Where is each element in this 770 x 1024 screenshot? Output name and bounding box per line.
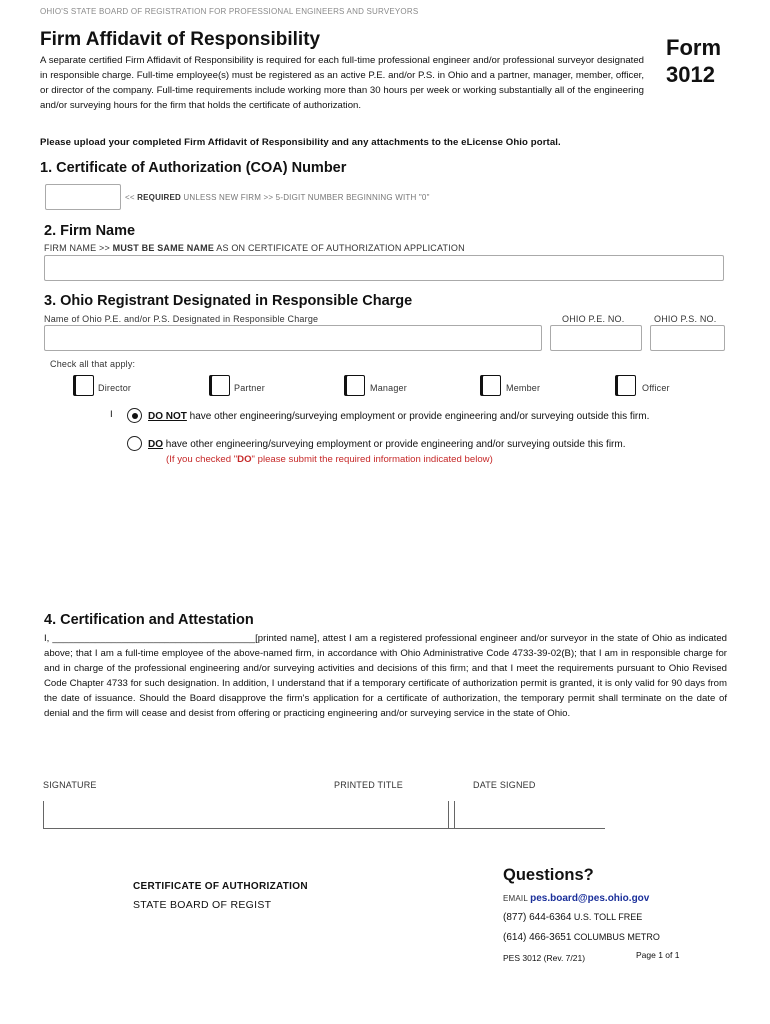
board-line: OHIO'S STATE BOARD OF REGISTRATION FOR PROFESSIONAL ENGINEERS AND SURVEYORS (40, 7, 419, 16)
form-number-block (666, 34, 721, 88)
check-all-label: Check all that apply: (50, 359, 136, 369)
phone2-label: COLUMBUS METRO (571, 932, 660, 942)
form-number: 3012 (666, 62, 715, 87)
date-signed-label: DATE SIGNED (473, 780, 536, 790)
section4-heading: 4. Certification and Attestation (44, 612, 254, 628)
section1-heading: 1. Certificate of Authorization (COA) Number (40, 160, 347, 176)
do-option-text (148, 439, 625, 450)
coa-hint-required: REQUIRED (137, 193, 181, 202)
manager-label: Manager (370, 383, 407, 393)
do-not-radio[interactable] (127, 408, 142, 423)
do-radio[interactable] (127, 436, 142, 451)
firm-name-caption-bold: MUST BE SAME NAME (112, 243, 215, 253)
field-separator (448, 801, 455, 829)
firm-name-caption-prefix: FIRM NAME >> (44, 243, 113, 253)
ps-number-input[interactable] (650, 325, 725, 351)
coa-footer-line2: STATE BOARD OF REGIST (133, 899, 272, 911)
firm-name-caption (44, 243, 465, 253)
registrant-name-input[interactable] (44, 325, 542, 351)
do-strong: DO (148, 439, 163, 450)
attestation-paragraph: I, ______________________________________[printed name], attest I am a registered professional engineer and/or surveyor in the state of Ohio as indicated above; that I am a full-time employee of the above-named firm, in accordance with Ohio Administrative Code 4733-39-02(B); that I am in responsible charge for and in charge of the professional engineering and/or surveying activities and decisions of this firm; and that I meet the requirements pursuant to Ohio Revised Code Chapter 4733 for such designation. In addition, I understand that if a temporary certificate of authorization permit is granted, it is only valid for 90 days from the date of issuance. Should the Board disapprove the firm's application for a certificate of authorization, the temporary permit shall terminate on the date of denial and the firm will cease and desist from offering or practicing engineering and/or surveying service in the state of Ohio. (44, 633, 727, 719)
email-row (503, 893, 649, 904)
officer-checkbox[interactable] (617, 375, 636, 396)
email-label: EMAIL (503, 894, 531, 903)
do-not-rest: have other engineering/surveying employment or provide engineering and/or surveying outside this firm. (186, 411, 650, 422)
questions-heading: Questions? (503, 866, 594, 884)
partner-checkbox[interactable] (211, 375, 230, 396)
registrant-name-caption: Name of Ohio P.E. and/or P.S. Designated in Responsible Charge (44, 314, 319, 324)
manager-checkbox[interactable] (346, 375, 365, 396)
do-note-prefix: (If you checked " (166, 454, 238, 465)
intro-paragraph: A separate certified Firm Affidavit of Responsibility is required for each full-time professional engineer and/or professional surveyor designated in responsible charge. Full-time employee(s) must be registered as an active P.E. and/or P.S. in Ohio and a partner, manager, member, officer, or director of the company. Full-time requirements include working more than 30 hours per week or working substantially all of the engineering and/or surveying hours for the firm that holds the certificate of authorization. (40, 55, 644, 111)
upload-note: Please upload your completed Firm Affidavit of Responsibility and any attachments to the eLicense Ohio portal. (40, 137, 561, 148)
do-note-strong: DO (237, 454, 252, 465)
member-label: Member (506, 383, 541, 393)
do-not-strong: DO NOT (148, 411, 187, 422)
phone1: (877) 644-6364 (503, 912, 572, 923)
member-checkbox[interactable] (482, 375, 501, 396)
coa-hint-rest: UNLESS NEW FIRM >> 5-DIGIT NUMBER BEGINNING WITH "0" (181, 193, 430, 202)
phone2-row (503, 932, 660, 943)
signature-field[interactable] (43, 801, 448, 829)
pe-number-input[interactable] (550, 325, 642, 351)
firm-name-input[interactable] (44, 255, 724, 281)
section2-heading: 2. Firm Name (44, 223, 136, 239)
coa-number-input[interactable] (45, 184, 121, 210)
phone1-label: U.S. TOLL FREE (571, 912, 643, 922)
coa-hint (125, 193, 430, 202)
printed-title-label: PRINTED TITLE (334, 780, 403, 790)
page-number: Page 1 of 1 (636, 950, 680, 960)
form-revision: PES 3012 (Rev. 7/21) (503, 953, 586, 963)
coa-hint-prefix: << (125, 193, 138, 202)
phone2: (614) 466-3651 (503, 932, 572, 943)
date-signed-field[interactable] (455, 801, 605, 829)
i-label: I (110, 409, 113, 420)
director-checkbox[interactable] (75, 375, 94, 396)
section3-heading: 3. Ohio Registrant Designated in Responsible Charge (44, 293, 413, 309)
firm-name-caption-rest: AS ON CERTIFICATE OF AUTHORIZATION APPLICATION (214, 243, 465, 253)
phone1-row (503, 912, 642, 923)
partner-label: Partner (234, 383, 265, 393)
director-label: Director (98, 383, 132, 393)
do-not-option-text (148, 411, 649, 422)
ps-number-caption: OHIO P.S. NO. (654, 314, 717, 324)
do-note-suffix: " please submit the required information indicated below) (251, 454, 493, 465)
pe-number-caption: OHIO P.E. NO. (562, 314, 625, 324)
signature-label: SIGNATURE (43, 780, 97, 790)
officer-label: Officer (642, 383, 670, 393)
form-label: Form (666, 35, 721, 60)
page-title: Firm Affidavit of Responsibility (40, 29, 321, 50)
email-link[interactable]: pes.board@pes.ohio.gov (530, 893, 650, 904)
coa-footer-line1: CERTIFICATE OF AUTHORIZATION (133, 881, 308, 892)
do-rest: have other engineering/surveying employment or provide engineering and/or surveying outside this firm. (163, 439, 626, 450)
do-note (166, 454, 493, 465)
